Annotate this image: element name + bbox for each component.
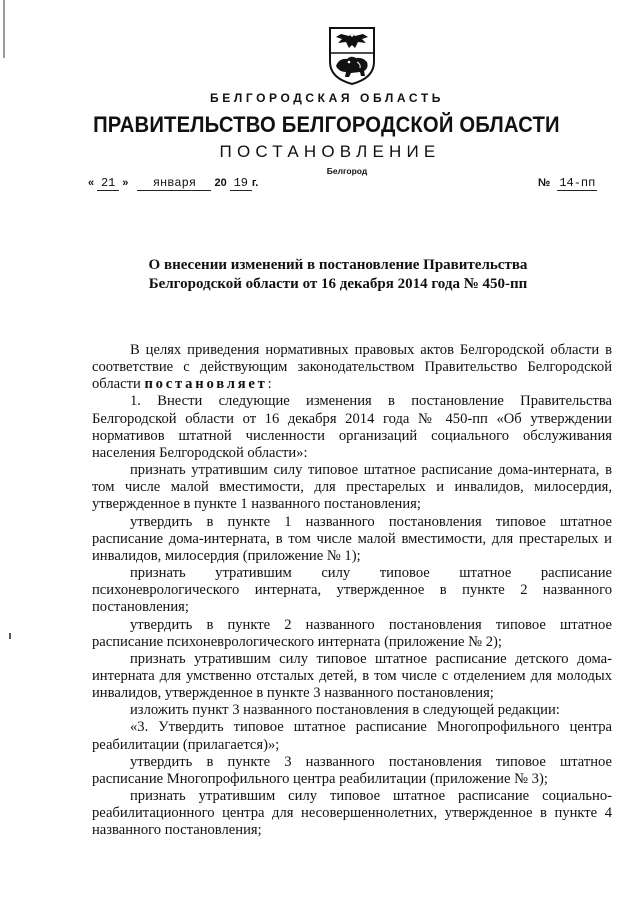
number-value: 14-пп <box>559 176 596 190</box>
decree-date <box>88 176 258 191</box>
date-year-prefix: 20 <box>214 177 227 189</box>
body-paragraph: признать утратившим силу типовое штатное расписание детского дома-интерната для умственно отсталых детей, в том числе с отделением для молодых инвалидов, утвержденное в пункте 3 названного постановления; <box>92 650 612 702</box>
body-paragraph: 1. Внести следующие изменения в постановление Правительства Белгородской области от 16 декабря 2014 года № 450-пп «Об утверждении нормативов штатной численности организаций социального обслуживания населения Белгородской области»: <box>92 393 612 461</box>
date-year-abbr: г. <box>251 177 259 189</box>
title-line-1: О внесении изменений в постановление Правительства <box>148 257 528 273</box>
body-paragraph: признать утратившим силу типовое штатное расписание дома-интерната, в том числе малой вместимости, для престарелых и инвалидов, милосердия, утвержденное в пункте 1 названного постановления; <box>92 462 612 513</box>
date-year-suffix: 19 <box>230 176 252 191</box>
body-paragraph: признать утратившим силу типовое штатное расписание социально-реабилитационного центра для несовершеннолетних, утвержденное в пункте 4 названного постановления; <box>92 788 612 839</box>
body-paragraph: утвердить в пункте 3 названного постановления типовое штатное расписание Многопрофильного центра реабилитации (приложение № 3); <box>92 753 612 787</box>
date-month: января <box>137 176 211 191</box>
intro-end: : <box>267 376 272 393</box>
document-body <box>92 342 612 840</box>
document-type: ПОСТАНОВЛЕНИЕ <box>219 142 441 161</box>
region-name: БЕЛГОРОДСКАЯ ОБЛАСТЬ <box>210 91 444 105</box>
date-open-quote: « <box>88 177 95 189</box>
body-paragraph: признать утратившим силу типовое штатное расписание психоневрологического интерната, утвержденное в пункте 2 названного постановления; <box>92 565 612 616</box>
date-close-quote: » <box>122 177 129 189</box>
government-name: ПРАВИТЕЛЬСТВО БЕЛГОРОДСКОЙ ОБЛАСТИ <box>93 112 560 137</box>
document-title <box>0 256 640 294</box>
intro-paragraph <box>92 342 612 393</box>
title-line-2: Белгородской области от 16 декабря 2014 года № 450-пп <box>148 276 528 292</box>
intro-keyword: постановляет <box>144 376 268 393</box>
belgorod-coat-of-arms-icon <box>327 26 377 86</box>
number-label: № <box>538 177 551 189</box>
city-name: Белгород <box>326 166 368 176</box>
date-day: 21 <box>97 176 119 191</box>
body-paragraph: «3. Утвердить типовое штатное расписание Многопрофильного центра реабилитации (прилагается)»; <box>92 719 612 753</box>
body-paragraph: утвердить в пункте 1 названного постановления типовое штатное расписание дома-интерната, в том числе малой вместимости, для престарелых и инвалидов, милосердия (приложение № 1); <box>92 513 612 564</box>
body-paragraph: изложить пункт 3 названного постановления в следующей редакции: <box>130 702 560 719</box>
intro-text: В целях приведения нормативных правовых актов Белгородской области в соответствие с действующим законодательством Правительство Белгородской области <box>92 342 612 393</box>
body-paragraph: утвердить в пункте 2 названного постановления типовое штатное расписание психоневрологического интерната (приложение № 2); <box>92 616 612 650</box>
decree-number <box>538 176 597 191</box>
scan-stray-mark <box>9 633 11 639</box>
scan-edge-mark <box>3 0 5 58</box>
